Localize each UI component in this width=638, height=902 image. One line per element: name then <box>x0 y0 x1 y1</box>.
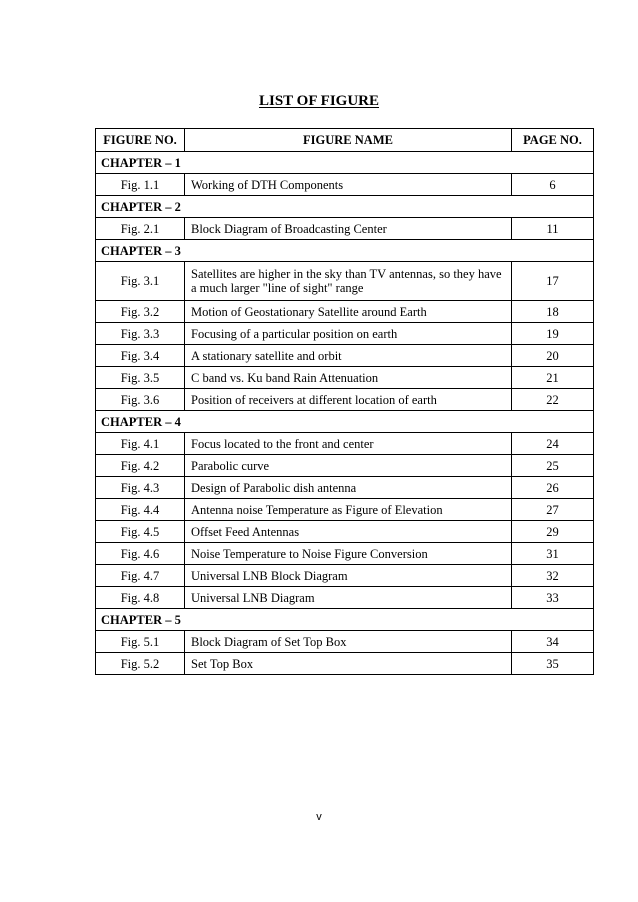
figure-page: 25 <box>512 455 594 477</box>
figure-name: Noise Temperature to Noise Figure Conversion <box>185 543 512 565</box>
figure-page: 24 <box>512 433 594 455</box>
figure-number: Fig. 5.2 <box>96 653 185 675</box>
figure-number: Fig. 4.5 <box>96 521 185 543</box>
figure-number: Fig. 3.1 <box>96 262 185 301</box>
header-figure-name: FIGURE NAME <box>185 129 512 152</box>
table-row <box>96 455 594 477</box>
chapter-row <box>96 196 594 218</box>
chapter-row <box>96 411 594 433</box>
figure-number: Fig. 4.2 <box>96 455 185 477</box>
table-row <box>96 218 594 240</box>
figure-name: Position of receivers at different location of earth <box>185 389 512 411</box>
table-row <box>96 389 594 411</box>
chapter-label: CHAPTER – 5 <box>96 609 594 631</box>
table-row <box>96 631 594 653</box>
chapter-row <box>96 152 594 174</box>
figure-name: C band vs. Ku band Rain Attenuation <box>185 367 512 389</box>
chapter-label: CHAPTER – 1 <box>96 152 594 174</box>
table-row <box>96 345 594 367</box>
figure-number: Fig. 1.1 <box>96 174 185 196</box>
figure-number: Fig. 3.5 <box>96 367 185 389</box>
figure-page: 33 <box>512 587 594 609</box>
figure-number: Fig. 3.3 <box>96 323 185 345</box>
table-row <box>96 521 594 543</box>
figure-name: A stationary satellite and orbit <box>185 345 512 367</box>
figure-name: Universal LNB Block Diagram <box>185 565 512 587</box>
table-row <box>96 587 594 609</box>
figure-name: Working of DTH Components <box>185 174 512 196</box>
chapter-label: CHAPTER – 4 <box>96 411 594 433</box>
table-row <box>96 323 594 345</box>
figure-name: Parabolic curve <box>185 455 512 477</box>
figure-name: Block Diagram of Set Top Box <box>185 631 512 653</box>
figure-list-table <box>95 128 594 675</box>
figure-page: 19 <box>512 323 594 345</box>
figure-name: Set Top Box <box>185 653 512 675</box>
figure-number: Fig. 4.6 <box>96 543 185 565</box>
figure-page: 26 <box>512 477 594 499</box>
figure-number: Fig. 4.1 <box>96 433 185 455</box>
figure-name: Block Diagram of Broadcasting Center <box>185 218 512 240</box>
figure-name: Motion of Geostationary Satellite around Earth <box>185 301 512 323</box>
header-page-no: PAGE NO. <box>512 129 594 152</box>
table-row <box>96 477 594 499</box>
figure-page: 11 <box>512 218 594 240</box>
figure-page: 29 <box>512 521 594 543</box>
table-row <box>96 565 594 587</box>
table-row <box>96 301 594 323</box>
table-header-row <box>96 129 594 152</box>
chapter-label: CHAPTER – 2 <box>96 196 594 218</box>
chapter-label: CHAPTER – 3 <box>96 240 594 262</box>
table-row <box>96 543 594 565</box>
figure-number: Fig. 4.3 <box>96 477 185 499</box>
page-number: v <box>316 811 322 823</box>
figure-name: Offset Feed Antennas <box>185 521 512 543</box>
figure-number: Fig. 3.2 <box>96 301 185 323</box>
figure-page: 18 <box>512 301 594 323</box>
figure-page: 21 <box>512 367 594 389</box>
figure-page: 27 <box>512 499 594 521</box>
figure-page: 32 <box>512 565 594 587</box>
figure-number: Fig. 5.1 <box>96 631 185 653</box>
figure-name: Antenna noise Temperature as Figure of Elevation <box>185 499 512 521</box>
table-row <box>96 653 594 675</box>
figure-page: 20 <box>512 345 594 367</box>
chapter-row <box>96 609 594 631</box>
figure-name: Universal LNB Diagram <box>185 587 512 609</box>
table-row <box>96 433 594 455</box>
figure-number: Fig. 4.8 <box>96 587 185 609</box>
figure-page: 31 <box>512 543 594 565</box>
table-row <box>96 499 594 521</box>
table-row <box>96 174 594 196</box>
figure-page: 35 <box>512 653 594 675</box>
figure-number: Fig. 3.6 <box>96 389 185 411</box>
chapter-row <box>96 240 594 262</box>
figure-name: Focusing of a particular position on earth <box>185 323 512 345</box>
table-row <box>96 367 594 389</box>
figure-number: Fig. 3.4 <box>96 345 185 367</box>
figure-name: Satellites are higher in the sky than TV antennas, so they have a much larger "line of sight" range <box>185 262 512 301</box>
header-figure-no: FIGURE NO. <box>96 129 185 152</box>
figure-number: Fig. 4.4 <box>96 499 185 521</box>
table-row <box>96 262 594 301</box>
figure-page: 6 <box>512 174 594 196</box>
figure-name: Focus located to the front and center <box>185 433 512 455</box>
figure-page: 34 <box>512 631 594 653</box>
figure-name: Design of Parabolic dish antenna <box>185 477 512 499</box>
figure-page: 22 <box>512 389 594 411</box>
figure-number: Fig. 2.1 <box>96 218 185 240</box>
page-title: LIST OF FIGURE <box>258 93 380 109</box>
figure-page: 17 <box>512 262 594 301</box>
figure-number: Fig. 4.7 <box>96 565 185 587</box>
